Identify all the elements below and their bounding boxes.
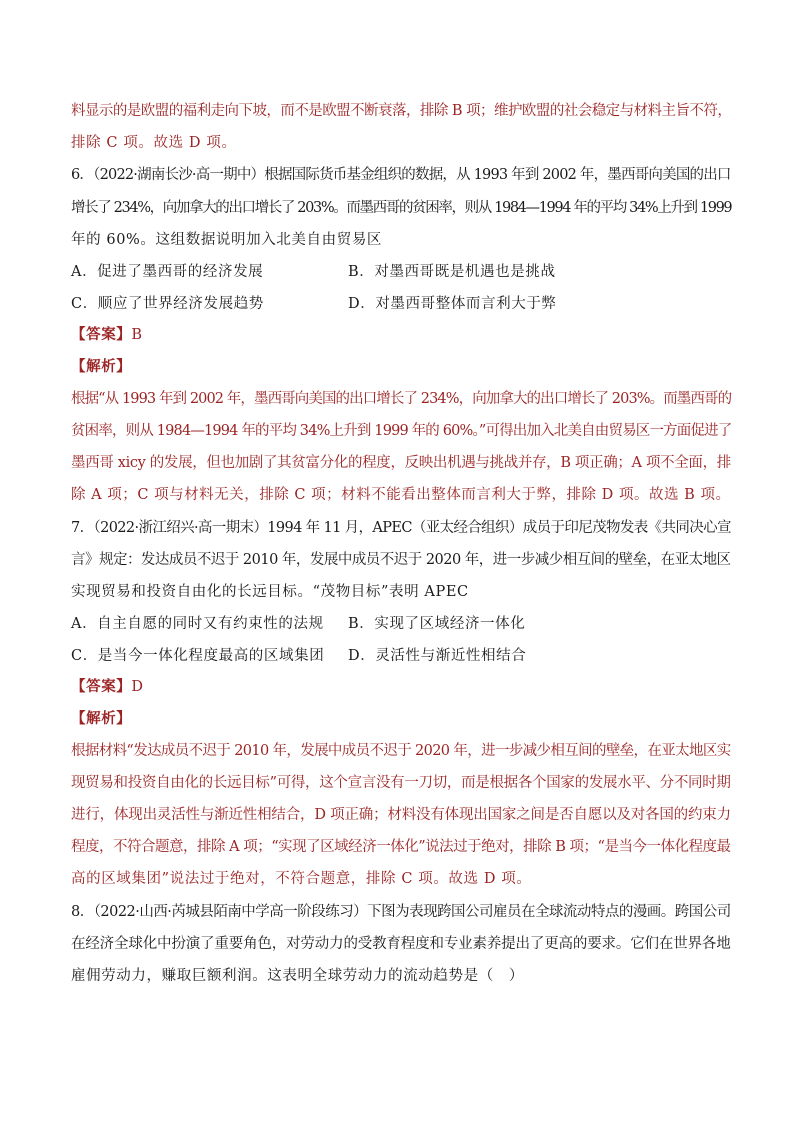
q7-analysis-line-2: 现贸易和投资自由化的长远目标”可得，这个宣言没有一刀切，而是根据各个国家的发展水平、分不同时期 bbox=[71, 775, 731, 791]
q6-option-b: B．对墨西哥既是机遇也是挑战 bbox=[348, 264, 556, 280]
q8-stem-line-3: 雇佣劳动力，赚取巨额利润。这表明全球劳动力的流动趋势是（ ） bbox=[71, 968, 524, 984]
q7-option-d: D．灵活性与渐近性相结合 bbox=[348, 648, 527, 664]
q7-analysis-label bbox=[71, 709, 731, 729]
q6-analysis-line-4: 除 A 项；C 项与材料无关，排除 C 项；材料不能看出整体而言利大于弊，排除 D 项。故选 B 项。 bbox=[71, 487, 731, 503]
q6-stem-line-2: 增长了 234%，向加拿大的出口增长了 203%。而墨西哥的贫困率，则从 1984—1994 年的平均 34%上升到 1999 bbox=[71, 200, 732, 216]
q6-option-c: C．顺应了世界经济发展趋势 bbox=[71, 296, 264, 312]
q8-stem-line-2: 在经济全球化中扮演了重要角色，对劳动力的受教育程度和专业素养提出了更高的要求。它们在世界各地 bbox=[71, 936, 731, 952]
q6-analysis-line-3: 墨西哥 xicy 的发展，但也加剧了其贫富分化的程度，反映出机遇与挑战并存，B 项正确；A 项不全面，排 bbox=[71, 455, 731, 471]
q6-analysis-tag: 【解析】 bbox=[71, 359, 132, 375]
q6-option-d: D．对墨西哥整体而言利大于弊 bbox=[348, 296, 557, 312]
q7-analysis-line-3: 进行，体现出灵活性与渐近性相结合，D 项正确；材料没有体现出国家之间是否自愿以及对各国的约束力 bbox=[71, 807, 731, 823]
q7-option-c: C．是当今一体化程度最高的区域集团 bbox=[71, 648, 325, 664]
q6-answer-value: B bbox=[131, 327, 143, 343]
q6-stem-line-1: 6．（2022·湖南长沙·高一期中）根据国际货币基金组织的数据，从 1993 年到 2002 年，墨西哥向美国的出口 bbox=[71, 167, 731, 183]
q7-stem-line-1: 7．（2022·浙江绍兴·高一期末）1994 年 11 月，APEC（亚太经合组织）成员于印尼茂物发表《共同决心宣 bbox=[71, 520, 731, 536]
q7-answer bbox=[71, 677, 731, 697]
q8-stem-line-1: 8．（2022·山西·芮城县陌南中学高一阶段练习）下图为表现跨国公司雇员在全球流动特点的漫画。跨国公司 bbox=[71, 904, 731, 920]
q7-answer-value: D bbox=[131, 679, 144, 695]
q7-stem-line-2: 言》规定：发达成员不迟于 2010 年，发展中成员不迟于 2020 年，进一步减少相互间的壁垒，在亚太地区 bbox=[71, 552, 731, 568]
q6-stem-line-3: 年的 60%。这组数据说明加入北美自由贸易区 bbox=[71, 232, 383, 248]
q6-analysis-line-1: 根据“从 1993 年到 2002 年，墨西哥向美国的出口增长了 234%，向加拿大的出口增长了 203%。而墨西哥的 bbox=[71, 391, 732, 407]
q7-analysis-tag: 【解析】 bbox=[71, 711, 132, 727]
q6-answer bbox=[71, 325, 731, 345]
prev-analysis-line-2: 排除 C 项。故选 D 项。 bbox=[71, 135, 237, 151]
q6-answer-label: 【答案】 bbox=[71, 327, 132, 343]
q7-analysis-line-4: 程度，不符合题意，排除 A 项；“实现了区域经济一体化”说法过于绝对，排除 B 项；“是当今一体化程度最 bbox=[71, 839, 731, 855]
q6-option-a: A．促进了墨西哥的经济发展 bbox=[71, 264, 264, 280]
q7-analysis-line-1: 根据材料“发达成员不迟于 2010 年，发展中成员不迟于 2020 年，进一步减少相互间的壁垒，在亚太地区实 bbox=[71, 743, 731, 759]
q7-answer-label: 【答案】 bbox=[71, 679, 132, 695]
q6-analysis-line-2: 贫困率，则从 1984—1994 年的平均 34%上升到 1999 年的 60%。”可得出加入北美自由贸易区一方面促进了 bbox=[71, 423, 732, 439]
q7-analysis-line-5: 高的区域集团”说法过于绝对，不符合题意，排除 C 项。故选 D 项。 bbox=[71, 871, 532, 887]
q7-stem-line-3: 实现贸易和投资自由化的长远目标。“茂物目标”表明 APEC bbox=[71, 584, 469, 600]
q7-option-a: A．自主自愿的同时又有约束性的法规 bbox=[71, 616, 324, 632]
q7-option-b: B．实现了区域经济一体化 bbox=[348, 616, 526, 632]
q6-analysis-label bbox=[71, 357, 731, 377]
prev-analysis-line-1: 料显示的是欧盟的福利走向下坡，而不是欧盟不断衰落，排除 B 项；维护欧盟的社会稳定与材料主旨不符， bbox=[71, 103, 732, 119]
